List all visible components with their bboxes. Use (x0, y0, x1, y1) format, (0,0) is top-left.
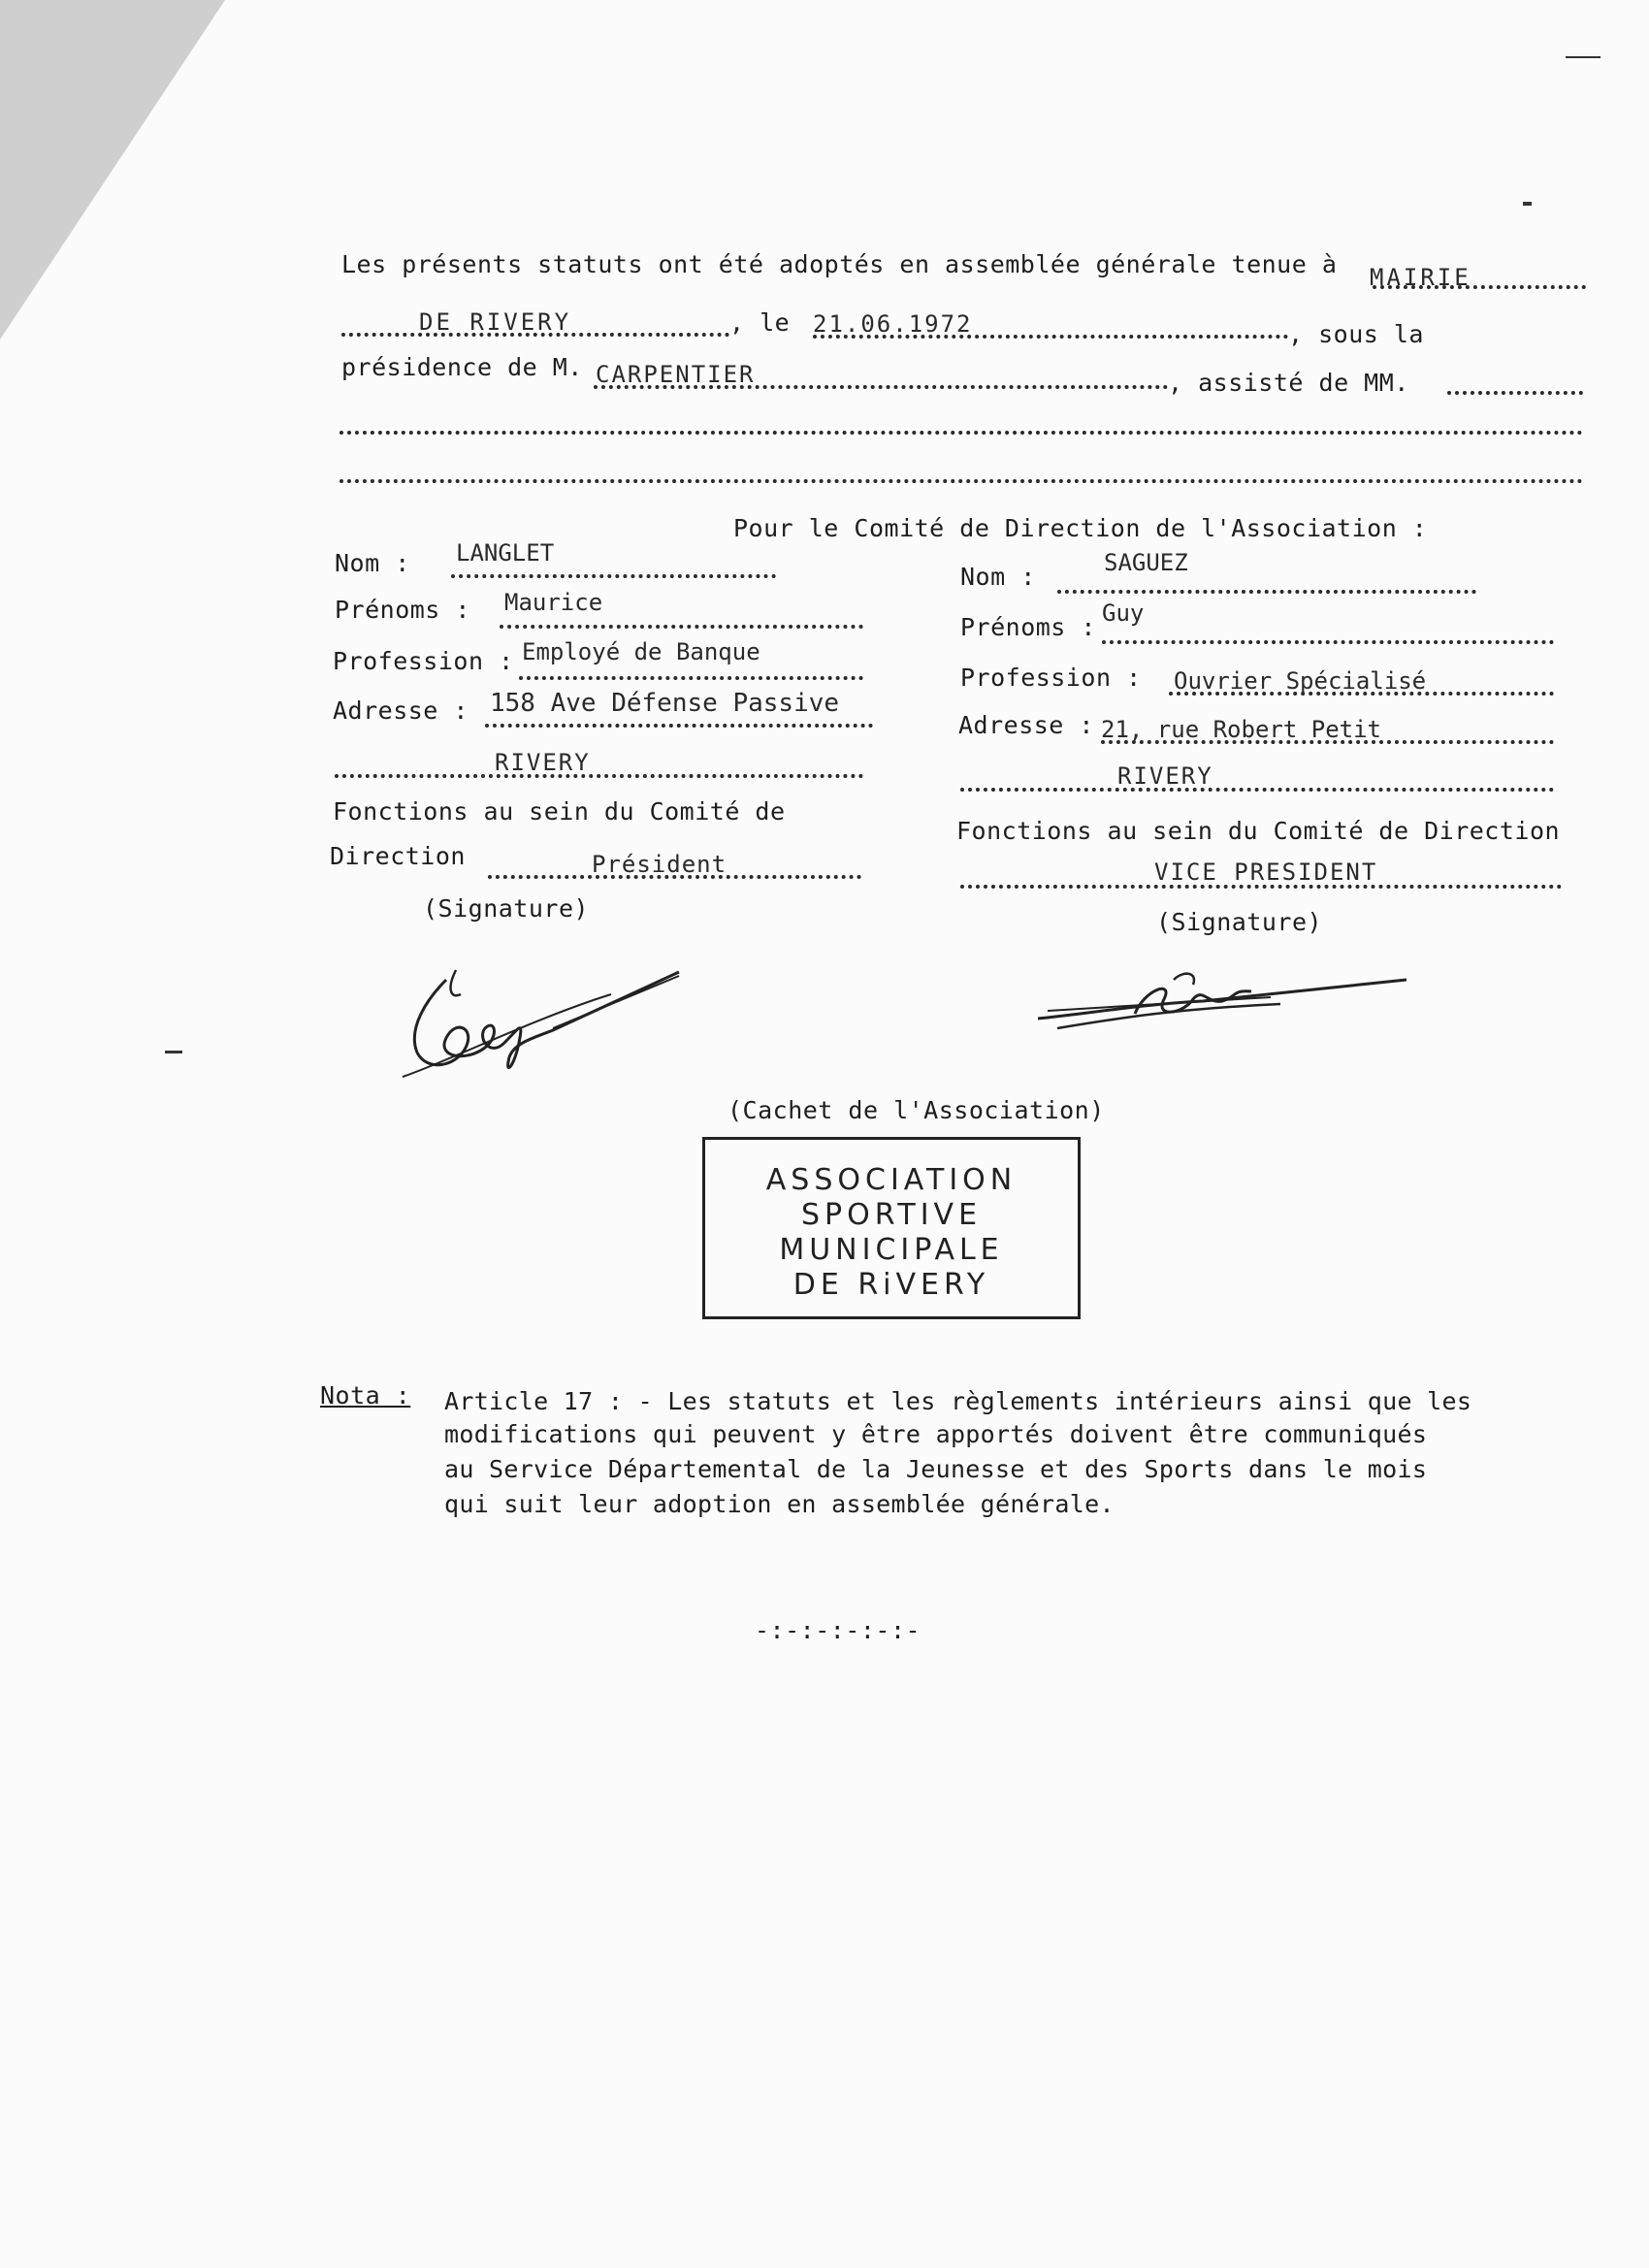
committee-title: Pour le Comité de Direction de l'Association : (733, 514, 1428, 542)
dotted-fill (335, 774, 863, 778)
scan-speck (1566, 56, 1600, 58)
dotted-fill (960, 788, 1554, 792)
nota-line-4: qui suit leur adoption en assemblée générale. (444, 1490, 1115, 1518)
left-signature (388, 960, 698, 1086)
dotted-fill (1447, 391, 1583, 395)
right-profession-label: Profession : (960, 664, 1142, 692)
footer-separator: -:-:-:-:-:- (755, 1616, 922, 1644)
left-signature-label: (Signature) (423, 894, 590, 923)
dotted-fill (485, 724, 873, 728)
dotted-fill (451, 574, 776, 578)
left-prenoms-label: Prénoms : (335, 596, 470, 624)
dotted-fill (960, 885, 1562, 889)
president-name: CARPENTIER (596, 361, 756, 388)
nota-line-1: Article 17 : - Les statuts et les règlements intérieurs ainsi que les (444, 1387, 1472, 1415)
date-label: , le (729, 308, 791, 337)
left-profession-value: Employé de Banque (522, 638, 760, 665)
association-stamp (702, 1137, 1081, 1319)
left-nom-value: LANGLET (456, 539, 555, 567)
left-fonctions-label: Fonctions au sein du Comité de (333, 797, 786, 826)
stamp-line-1: ASSOCIATION (765, 1163, 1018, 1197)
right-adresse-value: 21, rue Robert Petit (1101, 716, 1381, 743)
left-fonction-value: Président (592, 851, 728, 878)
right-fonctions-label: Fonctions au sein du Comité de Direction (956, 817, 1561, 845)
left-direction-label: Direction (330, 842, 466, 870)
presidence-label: présidence de M. (341, 353, 583, 381)
dotted-line (340, 479, 1583, 483)
meeting-place-part1: MAIRIE (1370, 264, 1471, 291)
left-ville-value: RIVERY (495, 749, 591, 776)
sous-la-label: , sous la (1288, 320, 1424, 348)
left-profession-label: Profession : (333, 647, 514, 675)
right-nom-label: Nom : (960, 563, 1036, 591)
nota-line-3: au Service Départemental de la Jeunesse et des Sports dans le mois (444, 1455, 1428, 1483)
right-prenoms-value: Guy (1102, 599, 1145, 627)
stamp-line-3: MUNICIPALE (779, 1233, 1004, 1267)
dotted-fill (1169, 692, 1554, 696)
right-signature-label: (Signature) (1156, 908, 1323, 936)
right-prenoms-label: Prénoms : (960, 613, 1096, 641)
right-profession-value: Ouvrier Spécialisé (1174, 667, 1427, 695)
right-signature (1028, 960, 1416, 1048)
left-nom-label: Nom : (335, 549, 410, 577)
dotted-fill (813, 335, 1288, 339)
dotted-fill (594, 385, 1168, 389)
dotted-fill (1102, 640, 1554, 644)
dotted-fill (519, 676, 863, 680)
left-adresse-value: 158 Ave Défense Passive (490, 689, 840, 718)
left-prenoms-value: Maurice (504, 589, 603, 616)
dotted-fill (500, 625, 863, 629)
right-fonction-value: VICE PRESIDENT (1154, 859, 1378, 886)
right-ville-value: RIVERY (1117, 762, 1213, 790)
nota-line-2: modifications qui peuvent y être apportés doivent être communiqués (444, 1420, 1428, 1448)
left-adresse-label: Adresse : (333, 697, 469, 725)
scan-speck (165, 1051, 182, 1053)
stamp-line-2: SPORTIVE (800, 1198, 983, 1232)
nota-label (320, 1381, 410, 1409)
scan-speck (1523, 202, 1532, 206)
nota-label-text: Nota : (320, 1381, 411, 1409)
adoption-statement: Les présents statuts ont été adoptés en assemblée générale tenue à (341, 250, 1338, 278)
dotted-line (340, 431, 1583, 435)
assiste-label: , assisté de MM. (1168, 369, 1409, 397)
dotted-fill (1057, 590, 1476, 594)
right-adresse-label: Adresse : (958, 711, 1094, 739)
header-line-1 (341, 250, 1337, 278)
stamp-caption: (Cachet de l'Association) (728, 1096, 1105, 1124)
meeting-date: 21.06.1972 (813, 310, 973, 338)
dotted-fill (488, 875, 861, 879)
stamp-line-4: DE RiVERY (792, 1268, 990, 1302)
dotted-fill (1101, 740, 1554, 744)
meeting-place-part2: DE RIVERY (419, 308, 572, 336)
right-nom-value: SAGUEZ (1104, 549, 1188, 576)
